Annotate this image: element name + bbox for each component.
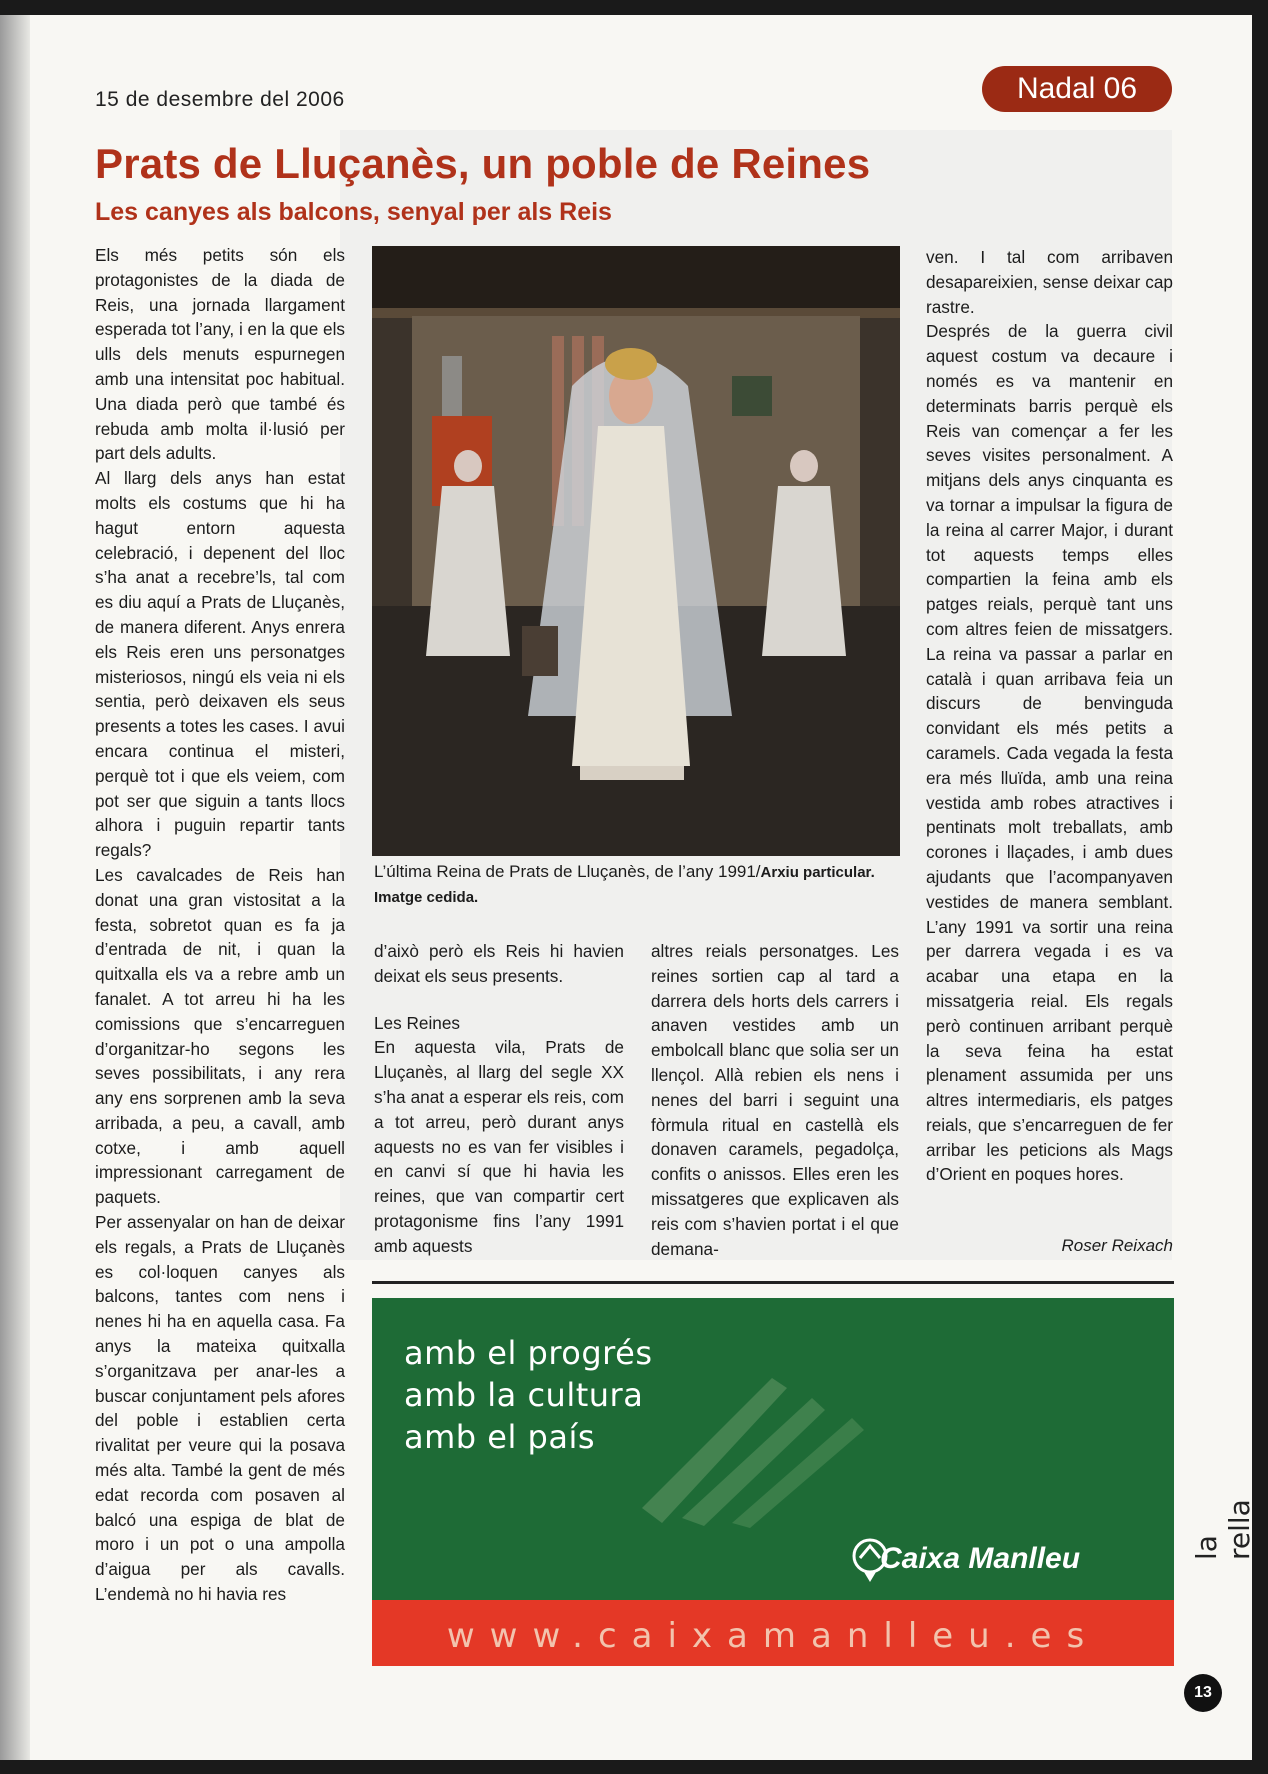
ad-slogan-line: amb la cultura <box>404 1376 644 1414</box>
author-signature: Roser Reixach <box>1061 1236 1173 1255</box>
caption-credit: Arxiu particular. Imatge cedida. <box>374 864 875 906</box>
section-subhead: Les Reines <box>374 1012 460 1033</box>
article-column-4 <box>926 245 1173 1187</box>
paragraph: Després de la guerra civil aquest costum va decaure i només es va mantenir en determinats barris perquè els Reis van començar a fer les seves visites personalment. A mitjans dels anys cinquanta es va tornar a impulsar la figura de la reina al carrer Major, i durant tot aquests temps elles compartien la feina amb els patges reials, perquè tant uns com altres feien de missatgers. La reina va passar a parlar en català i quan arribava feia un discurs de benvinguda convidant els més petits a caramels. Cada vegada la festa era més lluïda, amb una reina vestida amb robes atractives i pentinats molt treballats, amb corones i llaçades, i amb dues ajudants que l’acompanyaven vestides de manera semblant. L’any 1991 va sortir una reina per darrera vegada i es va acabar una etapa en la missatgeria reial. Els regals però continuen arribant perquè la seva feina ha estat plenament assumida per uns altres intermediaris, els patges reials, que s’encarreguen de fer arribar les peticions als Mags d’Orient en poques hores. <box>926 321 1173 1185</box>
article-title: Prats de Lluçanès, un poble de Reines <box>95 140 871 187</box>
ad-slogan-line: amb el país <box>404 1418 595 1456</box>
ad-slogan-line: amb el progrés <box>404 1334 653 1372</box>
article-column-2 <box>374 939 624 1259</box>
photo-caption <box>374 860 900 910</box>
bank-advertisement[interactable] <box>372 1298 1174 1666</box>
brush-stroke-graphic <box>622 1358 882 1528</box>
paragraph: Els més petits són els protagonistes de la diada de Reis, una jornada llargament esperada tot l’any, i en la que els ulls dels menuts espurnegen amb una intensitat poc habitual. Una diada però que també és rebuda amb molta il·lusió per part dels adults. <box>95 245 346 464</box>
paragraph: ven. I tal com arribaven desapareixien, sense deixar cap rastre. <box>926 247 1173 317</box>
queen-photo-illustration <box>372 246 900 856</box>
paragraph: Les cavalcades de Reis han donat una gran vistositat a la festa, sobretot quan es fa ja d’entrada de nit, i quan la quitxalla els va a rebre amb un fanalet. A tot arreu hi ha les comissions que s’encarreguen d’organitzar-ho segons les seves possibilitats, i any rera any ens sorprenen amb la seva arribada, a peu, a cavall, amb cotxe, i amb aquell impressionant carregament de paquets. <box>95 864 345 1208</box>
paragraph: d’això però els Reis hi havien deixat els seus presents. <box>374 941 624 986</box>
paragraph: altres reials personatges. Les reines sortien cap al tard a darrera dels horts dels carrers i anaven vestides amb un embolcall blanc que solia ser un llençol. Allà rebien els nens i nenes del barri i seguint una fòrmula ritual en castellà els donaven caramels, pegadolça, confits o anissos. Elles eren les missatgeres que explicaven als reis com s’havien portat i el que demana- <box>651 941 899 1259</box>
issue-date: 15 de desembre del 2006 <box>95 88 345 111</box>
article-column-3 <box>651 939 899 1261</box>
article-column-1 <box>95 243 345 1607</box>
section-badge: Nadal 06 <box>982 66 1172 112</box>
article-subtitle: Les canyes als balcons, senyal per als Reis <box>95 198 612 226</box>
caption-text: L’última Reina de Prats de Lluçanès, de l’any 1991/ <box>374 862 761 881</box>
page-number: 13 <box>1184 1674 1222 1712</box>
paragraph: Per assenyalar on han de deixar els regals, a Prats de Lluçanès es col·loquen canyes als balcons, tantes com nens i nenes hi ha en aquella casa. Fa anys la mateixa quitxalla s’organitzava per anar-les a buscar conjuntament pels afores del poble i establien certa rivalitat per veure qui la posava més alta. També la gent de més edat recorda com posaven al balcó una espiga de blat de moro i un pot o una ampolla d’aigua per als cavalls. L’endemà no hi havia res <box>95 1212 345 1605</box>
paragraph: En aquesta vila, Prats de Lluçanès, al llarg del segle XX s’ha anat a esperar els reis, com a tot arreu, però durant anys aquests no es van fer visibles i en canvi sí que hi havia les reines, que van compartir cert protagonisme fins l’any 1991 amb aquests <box>374 1037 624 1256</box>
ad-url[interactable]: www.caixamanlleu.es <box>446 1616 1100 1656</box>
magazine-name: la rella <box>1190 1499 1256 1560</box>
divider-rule <box>372 1281 1174 1284</box>
paragraph: Al llarg dels anys han estat molts els costums que hi ha hagut entorn aquesta celebració, i depenent del lloc s’ha anat a recebre’ls, tal com es diu aquí a Prats de Lluçanès, de manera diferent. Anys enrera els Reis eren uns personatges misteriosos, ningú els veia ni els sentia, però deixaven els seus presents a totes les cases. I avui encara continua el misteri, perquè tot i que els veiem, com pot ser que siguin a tants llocs alhora i puguin repartir tants regals? <box>95 468 345 861</box>
binding-spine <box>0 15 30 1760</box>
brand-name: Caixa Manlleu <box>880 1542 1081 1575</box>
article-photo <box>372 246 900 856</box>
